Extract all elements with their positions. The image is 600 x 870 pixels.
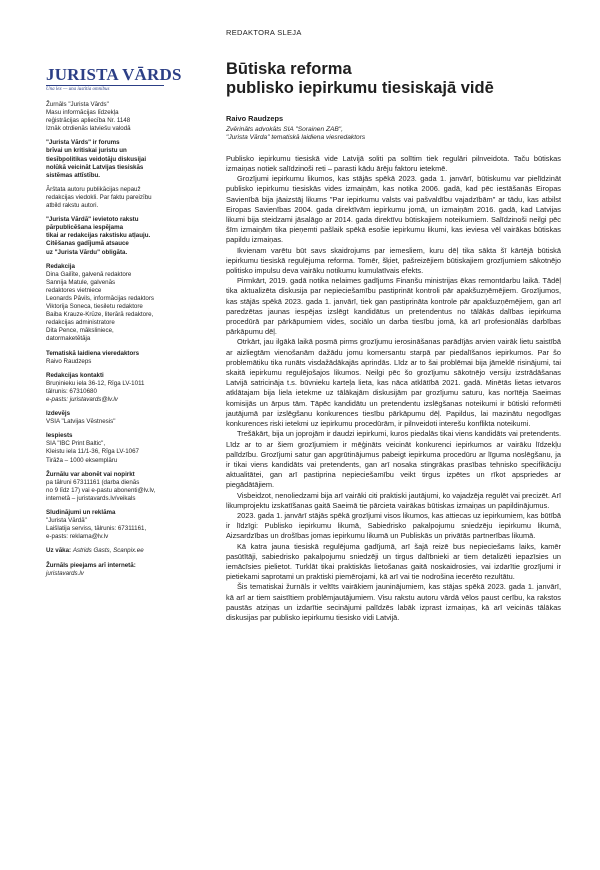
disclaimer-text: Ārštata autoru publikācijas nepauž redakcijas viedokli. Par faktu pareizību atbild rakstu autori. [46,185,152,210]
contacts-address: Bruņinieku iela 36-12, Rīga LV-1011 [46,379,145,387]
publisher-name: VSIA "Latvijas Vēstnesis" [46,418,116,426]
editorial-list: Dina Gailīte, galvenā redaktore Sannija Matule, galvenās redaktores vietniece Leonards Pāvils, informācijas redaktors Viktorija Soneca, tiesiletu redaktore Baiba Krauze-Krūze, literārā redaktore, redakcijas administratore Dita Pence, mākslinieсe, datormaketētāja [46,270,154,343]
editorial-article [226,60,561,623]
logo-divider [46,85,164,86]
thematic-editor [46,350,196,366]
editorial-heading: Redakcija [46,262,75,270]
article-title-line-1: Būtiska reforma [226,60,352,78]
article-paragraph: Šis tematiskai žurnāls ir veltīts vairākiem jauninājumiem, kas stājas spēkā 2023. gada 1. janvārī, kā arī ar tiem saistītiem problēmjautājumiem. Visu rakstu autoru vārdā vēlos paust cerību, ka rakstos paustās atziņas un izdarītie secinājumi palīdzēs labāk izprast izmaiņas, kā arī veicinās tālākas diskusijas par publisko iepirkumu tiesisko vidi Latvijā. [226,582,561,622]
article-paragraph: Visbeidzot, nenoliedzami bija arī vairāki citi praktiski jautājumi, ko vajadzēja regulēt vai precizēt. Arī likumprojektu izskatīšanas gaitā Saeimā tie pārcieta vairākas būtiskas izmaiņas un papildinājumus. [226,490,561,510]
ads-heading: Sludinājumi un reklāma [46,509,116,517]
printer-text: SIA "IBC Print Baltic", Kleistu iela 11/1-36, Rīga LV-1067 Tirāža – 1000 eksemplāru [46,440,139,464]
contacts-heading: Redakcijas kontakti [46,371,104,379]
registration-info [46,101,196,133]
editorial-contacts [46,372,196,404]
publisher-heading: Izdevējs [46,410,71,418]
article-paragraph: Trešākārt, bija un joprojām ir daudzi iepirkumi, kuros piedalās tikai viens kandidāts vai pretendents. Līdz ar to ar šiem grozījumiem ir mēģināts veicināt konkurenci iepirkumos ar vairāku līdzekļu palīdzību. Grozījumi satur gan apgrūtinājumus pabeigt iepirkuma procedūru ar līguma noslēgšanu, ja ir tikai viens kandidāts vai pretendents, gan arī nosaka stingrākas prasības tehnisko specifikāciju aktualitātei, gan arī pastiprina nepieciešamību veikt tirgus izpētes un rīkot apspriedes ar piegādātājiem. [226,429,561,490]
thematic-heading: Tematiskā laidiena vieredaktors [46,349,140,357]
article-title [226,60,561,98]
article-title-line-2: publisko iepirkumu tiesiskajā vidē [226,79,494,97]
forum-statement [46,139,196,179]
contacts-phone[interactable]: tālrunis: 67310680 [46,387,97,395]
article-paragraph: Kā katra jauna tiesiskā regulējuma gadījumā, arī šajā reizē bus nepieciešams laiks, kamēr pasūtītāji, sabiedrisko pakalpojumu sniedzēji un tirgus dalībnieki ar tiem detalizēti iepazīsies un iemācīsies pielietot. Turklāt tikai praktiskās lietošanas gaitā noskaidrosies, vai izdarītie grozījumi ir pietiekami saprotami un praktiski piemērojami, kā arī vai tie nodrošina iecerēto rezultātu. [226,541,561,582]
thematic-name: Raivo Raudzeps [46,357,92,365]
cover-credit-value: Astrids Gasts, Scanpix.ee [72,547,144,555]
subscribe-text[interactable]: pa tālruni 67311161 (darba dienās no 9 līdz 17) vai e-pastu abonenti@lv.lv, internetā – juristavards.lv/veikals [46,478,156,502]
article-paragraph: Ikvienam varētu būt savs skaidrojums par iemesliem, kuru dēļ tika sākta šī kārtējā būtiskā iepirkumu tiesiskā regulējuma reforma. Tomēr, šķiet, pašreizējiem būtiskajiem grozījumiem sākotnējo politisko impulsu deva vairāku notikumu kumulatīvais efekts. [226,245,561,276]
online-url-link[interactable]: juristavards.lv [46,569,84,577]
copyright-notice [46,216,196,256]
article-body [226,154,561,623]
article-paragraph: 2023. gada 1. janvārī stājās spēkā grozījumi visos likumos, kas attiecas uz iepirkumiem, kas būtībā ir līdzīgi: Publisko iepirkumu likumā, Sabiedrisko pakalpojumu sniedzēju iepirkumu likumā, Aizsardzības un drošības jomas iepirkumu likumā un Publiskās un privātās partnerības likumā. [226,510,561,541]
ads-text[interactable]: "Jurista Vārdā" Laišlatija serviss, tālrunis: 67311161, e-pasts: reklama@lv.lv [46,517,147,541]
subscribe-heading: Žurnālu var abonēt vai nopirkt [46,470,135,478]
online-availability [46,562,196,578]
publisher-info [46,410,196,426]
article-author-role: Zvērināts advokāts SIA "Sorainen ZAB", "Jurista Vārda" tematiskā laidiena viesredaktors [226,126,366,142]
article-paragraph: Pirmkārt, 2019. gadā notika nelaimes gadījums Finanšu ministrijas ēkas remontdarbu laikā. Tādēļ tika aktualizēta diskusija par nepieciešamību pastiprināt kontroli pār apakšuzņēmējiem. Grozījumos, kas stājās spēkā 2023. gada 1. janvārī, tiek gan pastiprināta kontrole pār apakšuzņēmējiem, gan arī paredzētas jaunas iespējas izslēgt kandidātus un pretendentus no tālākās dalības iepirkuma procedūrā par pārkāpumiem vides, sociālo un darba tiesību jomā, kā arī profesionālās darbības pārkāpumu dēļ. [226,276,561,337]
article-author: Raivo Raudzeps [226,114,284,123]
copyright-text: "Jurista Vārdā" ievietoto rakstu pārpublicēšana iespējama tikai ar redakcijas rakstisku atļauju. Citēšanas gadījumā atsauce uz "Jurista Vārdu" obligāta. [46,216,151,256]
forum-text: "Jurista Vārds" ir forums brīvai un kritiskai juristu un tiesībpolitikas veidotāju diskusijai nolūkā veicināt Latvijas tiesiskās sistēmas attīstību. [46,139,147,179]
cover-label: Uz vāka: [46,547,72,555]
printer-heading: Iespiests [46,432,73,440]
journal-logo[interactable]: JURISTA VĀRDS [46,65,182,84]
contacts-email-link[interactable]: e-pasts: juristavards@lv.lv [46,396,118,403]
printer-info [46,432,196,464]
masthead-sidebar [46,66,196,584]
advertising-info [46,509,196,541]
article-paragraph: Otrkārt, jau ilgākā laikā posmā pirms grozījumu ierosināšanas parādījās arvien vairāk lietu saistībā ar aizliegtām vienošanām dažādu jomu komersantu starpā par piedalīšanos iepirkumos. Par šo problemātiku tika runāts visdažādākajās aprindās. Līdz ar to šai problēmai bija jāmeklē risinājumi, tai skaitā iepirkumu regulējošajos likumos. Neilgi pēc šo grozījumu sākotnējo versiju izstrādāšanas Latvijā satricināja t.s. būvnieku karteļa lieta, kas nāca atklātībā 2021. gadā. Minētās lietas ietvaros atklātajam bija liela ietekme uz tālākajām diskusijām par grozījumu saturu, kas norītēja Saeimas komisijās un ārpus tām. Tāpēc kandidātu un pretendentu izslēgšanas noteikumi ir būtiski reformēti jautājumā par izslēgšanu konkurences tiesību pārkāpumu dēļ. Papildus, lai mazinātu negodīgas konkurences riski ietekmi uz iepirkumu procedūrām, ir pilnveidoti interešu konflikta noteikumi. [226,337,561,429]
cover-credit [46,547,196,555]
registration-text: Žurnāls "Jurista Vārds" Masu informācijas līdzekļa reģistrācijas apliecība Nr. 1148 Iznāk otrdienās latviešu valodā [46,101,131,133]
online-heading: Žurnāls pieejams arī internetā: [46,561,136,569]
editorial-staff [46,263,196,344]
section-label: REDAKTORA SLEJA [226,28,302,37]
subscription-info [46,471,196,503]
disclaimer [46,186,196,210]
article-paragraph: Grozījumi iepirkumu likumos, kas stājās spēkā 2023. gada 1. janvārī, būtiskumu var pielīdzināt publisko iepirkumu tiesiskās vides izmaiņām, kas notika 2006. gadā, kad pēc iestāšanās Eiropas Savienībā bija jāaizstāj likums "Par iepirkumu valsts vai pašvaldību vajadzībām" ar tādu, kas atbilst Eiropas Savienības 2004. gada direktīvām iepirkumu jomā, un izmaiņām 2016. gadā, kad Latvijas likumi bija steidzami jāsalāgo ar 2014. gada direktīvu būtiskajiem noteikumiem. Salīdzinoši neilgi pēc šīm izmaiņām tika pieņemti pašlaik spēkā esošie iepirkumu likumi, kas ieviesa vēl vairākas būtiskas papildu izmaiņas. [226,174,561,245]
article-paragraph: Publisko iepirkumu tiesiskā vide Latvijā soliti pa solītim tiek regulāri pilnveidota. Taču būtiskas izmaiņas notiek salīdzinoši reti – parasti kādu ārēju faktoru ietekmē. [226,153,561,174]
logo-tagline: Una lex — una iustitia omnibus [46,87,110,92]
